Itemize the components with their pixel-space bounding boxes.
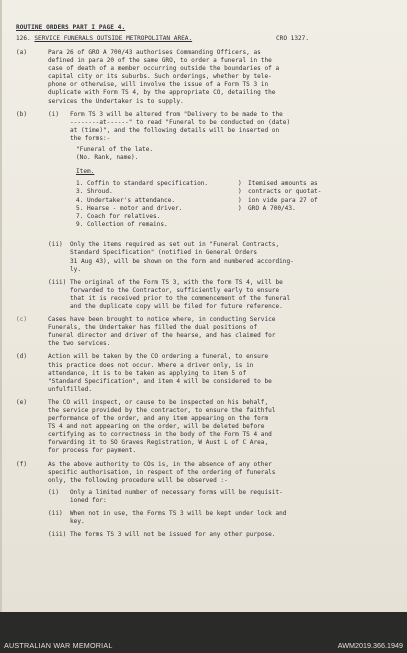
paragraph-label: (c) [16,316,28,324]
paragraph-label: (b) [16,110,28,118]
sub-label: (iii) [48,531,67,539]
routine-orders-heading: ROUTINE ORDERS PART I PAGE 4. [16,24,126,31]
paragraph-f-iii [48,531,392,539]
routine-orders-text [16,24,392,539]
paragraph-f-subs [16,489,392,539]
paragraph-b-i [48,111,392,143]
paragraph-body: Action will be taken by the CO ordering a funeral, to ensure this practice does not occur. Where a driver only, is in attendance, it is to be taken as applying to item 5 of "Standard Specification", and item 4 will be considered to be unfulfilled. [48,353,272,393]
paragraph-c [16,316,392,348]
sub-body: When not in use, the Forms TS 3 will be kept under lock and key. [70,510,287,526]
paragraph-body: Para 26 of GRO A 700/43 authorises Commanding Officers, as defined in para 20 of the same GRO, to order a funeral in the case of death of a member occurring outside the boundaries of a capital city or its suburbs. Such orderings, whether by tele- phone or otherwise, will involve the issue of a Form TS 3 in duplicate with Form TS 4, by the appropriate CO, detailing the services the Undertaker is to supply. [48,49,280,105]
paragraph-a [16,49,392,106]
order-number: 126. [16,35,31,42]
paragraph-f [16,461,392,485]
paragraph-body: The CO will inspect, or cause to be inspected on his behalf, the service provided by the contractor, to ensure the faithful performance of the order, and any item appearing on the form TS 4 and not appearing on the order, will be deleted before certifying as to correctness in the body of the Form TS 4 and forwarding it to SO Graves Registration, W Aust L of C Area, for process for payment. [48,398,276,455]
paragraph-b-ii [48,241,392,273]
page-header [16,24,392,33]
paragraph-b [16,111,392,143]
paragraph-label: (a) [16,49,28,56]
sub-body: Only the items required as set out in "Funeral Contracts, Standard Specification" (notified in General Orders 31 Aug 43), will be shown on the form and numbered according- ly. [70,241,294,273]
paragraph-label: (d) [16,353,28,361]
paragraph-label: (e) [16,398,28,406]
archive-accession-number: AWM2019.366.1949 [337,641,403,650]
paragraph-label: (f) [16,460,28,468]
paragraph-b-iii [48,279,392,311]
sub-body: The forms TS 3 will not be issued for any other purpose. [70,531,276,539]
paragraph-e [16,399,392,456]
paragraph-body: As the above authority to COs is, in the absence of any other specific authorisation, in respect of the ordering of funerals only, the following procedure will be observed :- [48,460,276,484]
sub-body: Only a limited number of necessary forms will be requisit- ioned for: [70,488,283,504]
archive-name: AUSTRALIAN WAR MEMORIAL [4,641,113,650]
sub-label: (ii) [48,241,63,249]
order-title-text: SERVICE FUNERALS OUTSIDE METROPOLITAN AREA. [34,35,193,42]
sub-label: (i) [48,110,60,118]
order-reference: CRO 1327. [276,35,310,42]
item-braces: ) ) ) ) [238,180,242,212]
paragraph-d [16,353,392,393]
sub-body: Form TS 3 will be altered from "Delivery to be made to the --------at------" to read "Funeral to be conducted on (date) at (time)", and the following details will be inserted on the forms:- [70,110,291,142]
paragraph-f-ii [48,510,392,526]
item-heading: Item. [76,168,95,176]
sub-label: (ii) [48,510,63,518]
paragraph-body: Cases have been brought to notice where, in conducting Service Funerals, the Undertaker has filled the dual positions of funeral director and driver of the hearse, and has claimed for the two services. [48,316,276,348]
item-list: 1. Coffin to standard specification. 3. Shroud. 4. Undertaker's attendance. 5. Hearse - motor and driver. 7. Coach for relatives. 9. Collection of remains. [76,180,209,228]
sub-body: The original of the Form TS 3, with the form TS 4, will be forwarded to the Contractor, sufficiently early to ensure that it is received prior to the commencement of the funeral and the duplicate copy will be filed for future reference. [70,278,291,310]
funeral-quote: "Funeral of the late. (No. Rank, name). [76,146,154,162]
sub-label: (i) [48,488,60,496]
order-title [16,35,392,44]
paragraph-f-i [48,489,392,505]
paragraph-b-ii-wrap [16,241,392,311]
archive-caption-bar [0,612,407,653]
sub-label: (iii) [48,278,67,286]
item-list-block [76,180,392,238]
item-note: Itemised amounts as contracts or quotat- ion vide para 27 of GRO A 700/43. [248,180,322,212]
